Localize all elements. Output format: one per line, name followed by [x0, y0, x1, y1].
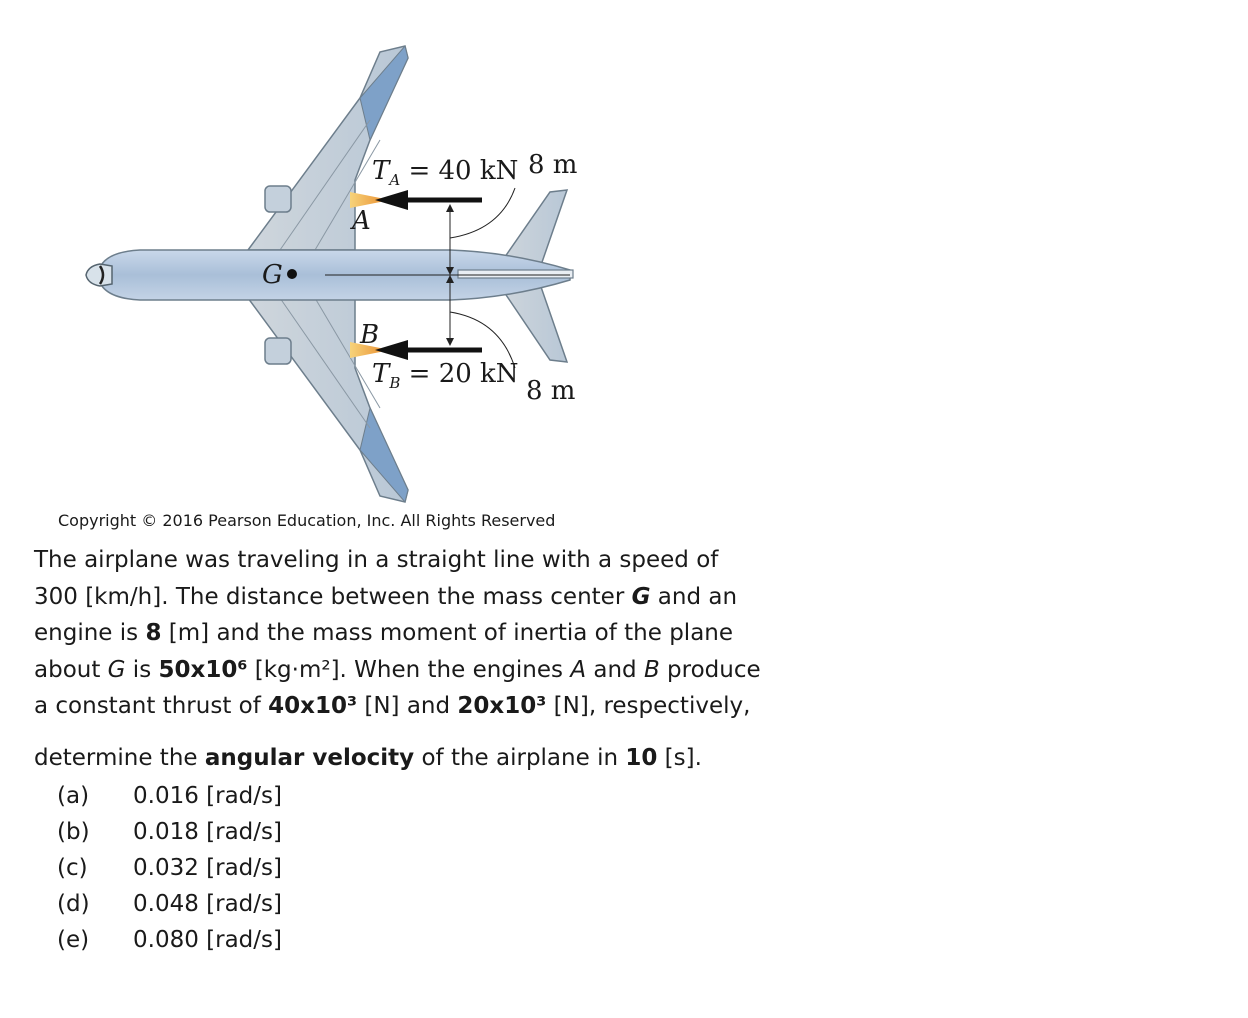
dimension-top-label: 8 m	[528, 150, 578, 180]
thrust-a-subscript: A	[389, 171, 401, 189]
mass-center-dot	[287, 269, 297, 279]
option-a[interactable]	[57, 779, 282, 813]
option-text: 0.032 [rad/s]	[133, 855, 282, 881]
problem-line-4: about G is 50x10⁶ [kg·m²]. When the engines A and B produce	[34, 656, 761, 683]
option-letter: (d)	[57, 891, 90, 917]
thrust-a-value: = 40 kN	[408, 156, 519, 186]
thrust-a-label	[372, 158, 518, 188]
dimension-bottom-label: 8 m	[526, 376, 576, 406]
option-letter: (e)	[57, 927, 90, 953]
airplane-drawing	[70, 40, 610, 510]
option-text: 0.080 [rad/s]	[133, 927, 282, 953]
option-text: 0.018 [rad/s]	[133, 819, 282, 845]
thrust-b-label	[372, 361, 519, 391]
thrust-b-symbol: T	[372, 359, 390, 389]
option-d[interactable]	[57, 887, 282, 921]
engine-a-pod	[265, 186, 291, 212]
engine-a-label: A	[352, 206, 371, 236]
copyright-notice: Copyright © 2016 Pearson Education, Inc. All Rights Reserved	[58, 511, 556, 530]
mass-center-label: G	[262, 260, 283, 290]
thrust-b-value: = 20 kN	[408, 359, 519, 389]
problem-statement	[34, 542, 814, 725]
tail-cone	[458, 270, 573, 278]
problem-line-2: 300 [km/h]. The distance between the mass center G and an	[34, 583, 738, 610]
cockpit	[86, 264, 112, 286]
problem-line-5: a constant thrust of 40x10³ [N] and 20x10³ [N], respectively,	[34, 693, 751, 719]
option-letter: (a)	[57, 783, 90, 809]
engine-b-label: B	[360, 320, 380, 350]
option-b[interactable]	[57, 815, 282, 849]
thrust-b-subscript: B	[389, 374, 401, 392]
thrust-a-symbol: T	[372, 156, 390, 186]
option-text: 0.048 [rad/s]	[133, 891, 282, 917]
leader-top	[450, 188, 515, 238]
airplane-figure	[70, 40, 610, 510]
option-letter: (b)	[57, 819, 90, 845]
problem-line-3: engine is 8 [m] and the mass moment of inertia of the plane	[34, 620, 734, 646]
lower-tail	[500, 284, 567, 362]
option-e[interactable]	[57, 923, 282, 957]
question-text: determine the angular velocity of the airplane in 10 [s].	[34, 745, 702, 771]
option-letter: (c)	[57, 855, 88, 881]
option-text: 0.016 [rad/s]	[133, 783, 282, 809]
problem-line-1: The airplane was traveling in a straight line with a speed of	[34, 547, 719, 573]
option-c[interactable]	[57, 851, 282, 885]
engine-b-pod	[265, 338, 291, 364]
